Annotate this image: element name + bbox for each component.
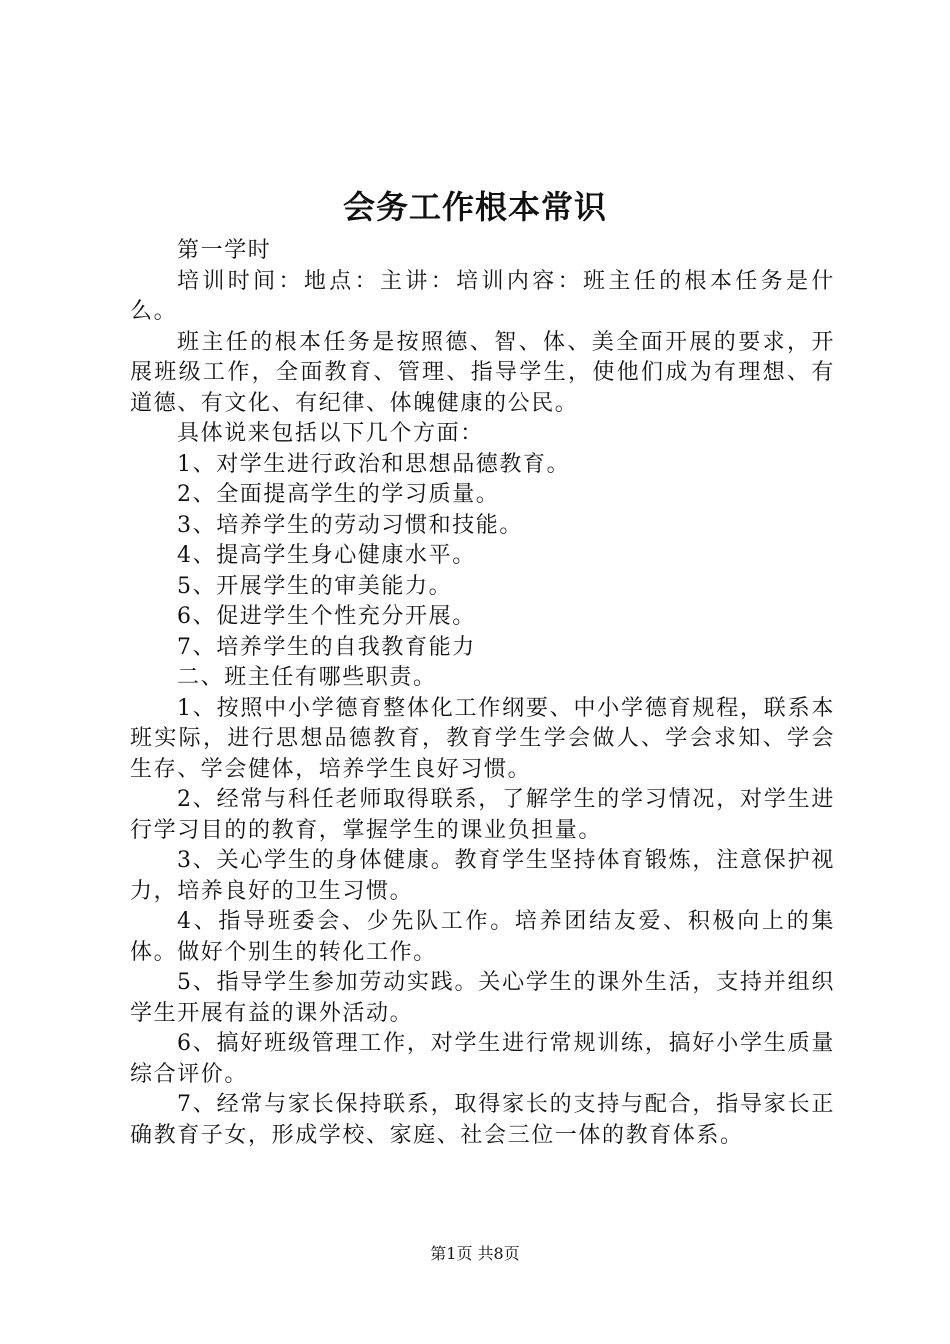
duty-item-3: 3、关心学生的身体健康。教育学生坚持体育锻炼，注意保护视力，培养良好的卫生习惯。 — [130, 848, 835, 904]
duty-item-5: 5、指导学生参加劳动实践。关心学生的课外生活，支持并组织学生开展有益的课外活动。 — [130, 970, 835, 1026]
document-body — [130, 236, 835, 1151]
list-item-4: 4、提高学生身心健康水平。 — [177, 543, 476, 568]
paragraph-2: 培训时间：地点：主讲：培训内容：班主任的根本任务是什么。 — [130, 268, 835, 324]
duty-item-7: 7、经常与家长保持联系，取得家长的支持与配合，指导家长正确教育子女，形成学校、家庭、社会三位一体的教育体系。 — [130, 1092, 835, 1148]
paragraph-3: 班主任的根本任务是按照德、智、体、美全面开展的要求，开展班级工作，全面教育、管理、指导学生，使他们成为有理想、有道德、有文化、有纪律、体魄健康的公民。 — [130, 329, 835, 416]
paragraph-1: 第一学时 — [177, 238, 272, 263]
list-item-2: 2、全面提高学生的学习质量。 — [177, 482, 500, 507]
page-footer: 第1页 共8页 — [430, 1244, 520, 1263]
section-heading-duties: 二、班主任有哪些职责。 — [177, 665, 437, 690]
duty-item-2: 2、经常与科任老师取得联系，了解学生的学习情况，对学生进行学习目的的教育，掌握学生的课业负担量。 — [130, 787, 835, 843]
duty-item-6: 6、搞好班级管理工作，对学生进行常规训练，搞好小学生质量综合评价。 — [130, 1031, 835, 1087]
document-title: 会务工作根本常识 — [342, 188, 607, 226]
list-item-5: 5、开展学生的审美能力。 — [177, 573, 453, 599]
duty-item-1: 1、按照中小学德育整体化工作纲要、中小学德育规程，联系本班实际，进行思想品德教育，教育学生学会做人、学会求知、学会生存、学会健体，培养学生良好习惯。 — [130, 695, 835, 782]
paragraph-4: 具体说来包括以下几个方面： — [177, 421, 484, 446]
duty-item-4: 4、指导班委会、少先队工作。培养团结友爱、积极向上的集体。做好个别生的转化工作。 — [130, 909, 835, 965]
list-item-7: 7、培养学生的自我教育能力 — [177, 634, 476, 660]
list-item-3: 3、培养学生的劳动习惯和技能。 — [177, 512, 523, 538]
list-item-1: 1、对学生进行政治和思想品德教育。 — [177, 451, 571, 477]
list-item-6: 6、促进学生个性充分开展。 — [177, 604, 476, 629]
